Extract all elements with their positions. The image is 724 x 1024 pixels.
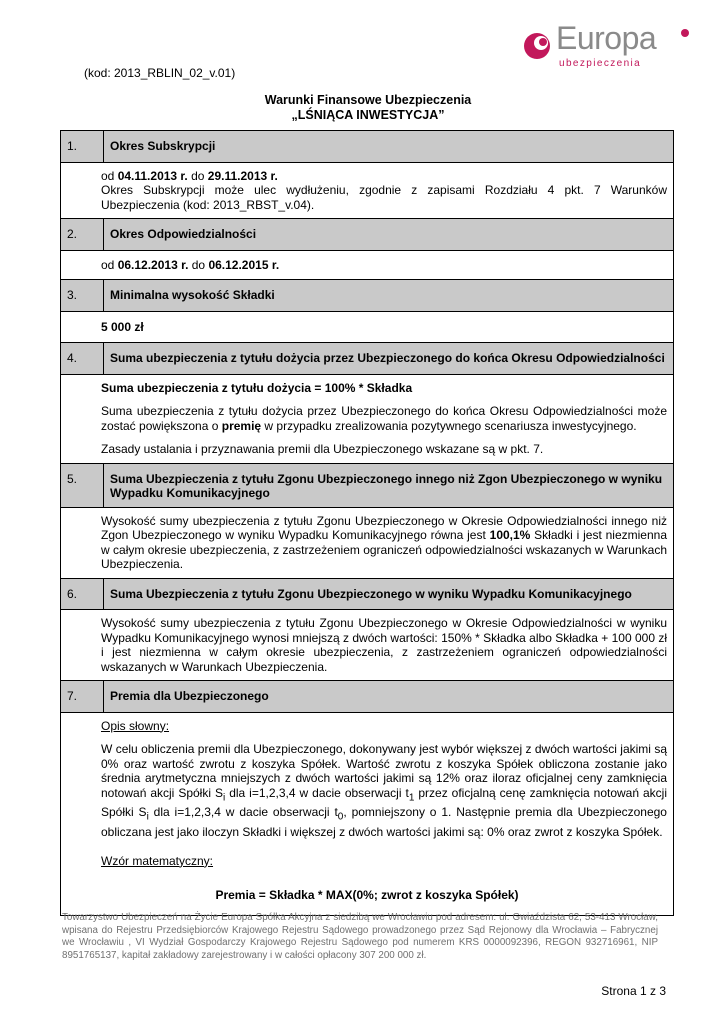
section-header-1 — [61, 131, 674, 163]
section-number: 3. — [61, 280, 104, 312]
section-header-3 — [61, 280, 674, 312]
company-footer: Towarzystwo Ubezpieczeń na Życie Europa Spółka Akcyjna z siedzibą we Wrocławiu pod adresem: ul. Gwiaździsta 62, 53-413 Wrocław, wpisana do Rejestru Przedsiębiorców Krajowego Rejestru Sądowego prowadzonego przez Sąd Rejonowy dla Wrocławia – Fabrycznej we Wrocławiu , VI Wydział Gospodarczy Krajowego Rejestru Sądowego pod numerem KRS 0000092396, REGON 932716961, NIP 8951765137, kapitał zakładowy zarejestrowany i w całości opłacony 307 200 000 zł. — [62, 912, 658, 961]
coverage-dates: od 06.12.2013 r. do 06.12.2015 r. — [101, 257, 280, 272]
section-body-5 — [61, 507, 674, 578]
death-benefit-paragraph: Wysokość sumy ubezpieczenia z tytułu Zgonu Ubezpieczonego w Okresie Odpowiedzialności innego niż Zgon Ubezpieczonego w wyniku Wypadku Komunikacyjnego równa jest 100,1% Składki i jest niezmienna w całym okresie ubezpieczenia, z zastrzeżeniem ograniczeń odpowiedzialności wskazanych w Warunkach Ubezpieczenia. — [101, 513, 668, 571]
section-body-2 — [61, 250, 674, 280]
section-number: 6. — [61, 578, 104, 610]
section-title: Okres Subskrypcji — [104, 131, 674, 163]
math-formula-heading: Wzór matematyczny: — [101, 853, 214, 868]
document-code: (kod: 2013_RBLIN_02_v.01) — [84, 66, 236, 80]
section-number: 2. — [61, 219, 104, 251]
bonus-rules-note: Zasady ustalania i przyznawania premii dla Ubezpieczonego wskazane są w pkt. 7. — [101, 442, 544, 456]
survival-formula: Suma ubezpieczenia z tytułu dożycia = 100% * Składka — [101, 380, 413, 395]
terms-table — [60, 130, 674, 916]
minimum-premium: 5 000 zł — [101, 319, 144, 334]
section-number: 7. — [61, 681, 104, 713]
bonus-paragraph: Suma ubezpieczenia z tytułu dożycia przez Ubezpieczonego do końca Okresu Odpowiedzialności może zostać powiększona o premię w przypadku zrealizowania pozytywnego scenariusza inwestycyjnego. — [101, 404, 667, 433]
section-number: 5. — [61, 463, 104, 507]
section-title: Minimalna wysokość Składki — [104, 280, 674, 312]
subscription-note: Okres Subskrypcji może ulec wydłużeniu, zgodnie z zapisami Rozdziału 4 pkt. 7 Warunków Ubezpieczenia (kod: 2013_RBST_v.04). — [101, 183, 667, 212]
verbal-description-heading: Opis słowny: — [101, 718, 170, 733]
section-title: Suma ubezpieczenia z tytułu dożycia przez Ubezpieczonego do końca Okresu Odpowiedzialności — [104, 343, 674, 375]
document-title: Warunki Finansowe Ubezpieczenia — [264, 93, 472, 107]
section-title: Suma Ubezpieczenia z tytułu Zgonu Ubezpieczonego innego niż Zgon Ubezpieczonego w wyniku Wypadku Komunikacyjnego — [104, 463, 674, 507]
section-body-4 — [61, 374, 674, 463]
section-body-1 — [61, 162, 674, 219]
europa-logo — [522, 22, 692, 72]
section-title: Premia dla Ubezpieczonego — [104, 681, 674, 713]
section-header-7 — [61, 681, 674, 713]
section-header-4 — [61, 343, 674, 375]
section-number: 1. — [61, 131, 104, 163]
accident-death-paragraph: Wysokość sumy ubezpieczenia z tytułu Zgonu Ubezpieczonego w Okresie Odpowiedzialności w wyniku Wypadku Komunikacyjnego wynosi mniejszą z dwóch wartości: 150% * Składka albo Składka + 100 000 zł i jest niezmienna w całym okresie ubezpieczenia, z zastrzeżeniem ograniczeń odpowiedzialności wskazanych w Warunkach Ubezpieczenia. — [101, 616, 667, 674]
bonus-description: W celu obliczenia premii dla Ubezpieczonego, dokonywany jest wybór większej z dwóch wartości jakimi są 0% oraz wartość zwrotu z koszyka Spółek. Wartość zwrotu z koszyka Spółek obliczona zostanie jako średnia arytmetyczna mniejszych z dwóch wartości jakimi są 12% oraz iloraz oficjalnej ceny zamknięcia notowań akcji Spółki $S_i$ dla i=1,2,3,4 w dacie obserwacji $t_1$ przez oficjalną cenę zamknięcia notowań akcji Spółki $S_i$ dla i=1,2,3,4 w dacie obserwacji $t_0$, pomniejszony o 1. Następnie premia dla Ubezpieczonego obliczana jest jako iloczyn Składki i większej z dwóch wartości jakimi są: 0% oraz zwrot z koszyka Spółek. — [101, 742, 667, 840]
section-body-6 — [61, 610, 674, 681]
logo-subtitle: ubezpieczenia — [559, 58, 642, 69]
section-title: Suma Ubezpieczenia z tytułu Zgonu Ubezpieczonego w wyniku Wypadku Komunikacyjnego — [104, 578, 674, 610]
section-header-5 — [61, 463, 674, 507]
document-subtitle: „LŚNIĄCA INWESTYCJA” — [291, 108, 445, 122]
bonus-formula: Premia = Składka * MAX(0%; zwrot z koszyka Spółek) — [215, 888, 519, 903]
subscription-dates: od 04.11.2013 r. do 29.11.2013 r. — [101, 168, 278, 183]
logo-word: Europa — [556, 20, 657, 56]
section-header-2 — [61, 219, 674, 251]
europa-swirl-icon — [522, 28, 556, 62]
section-body-3 — [61, 311, 674, 343]
section-title: Okres Odpowiedzialności — [104, 219, 674, 251]
section-body-7 — [61, 712, 674, 915]
page-number: Strona 1 z 3 — [601, 984, 666, 998]
section-header-6 — [61, 578, 674, 610]
logo-dot-icon — [680, 28, 690, 38]
section-number: 4. — [61, 343, 104, 375]
